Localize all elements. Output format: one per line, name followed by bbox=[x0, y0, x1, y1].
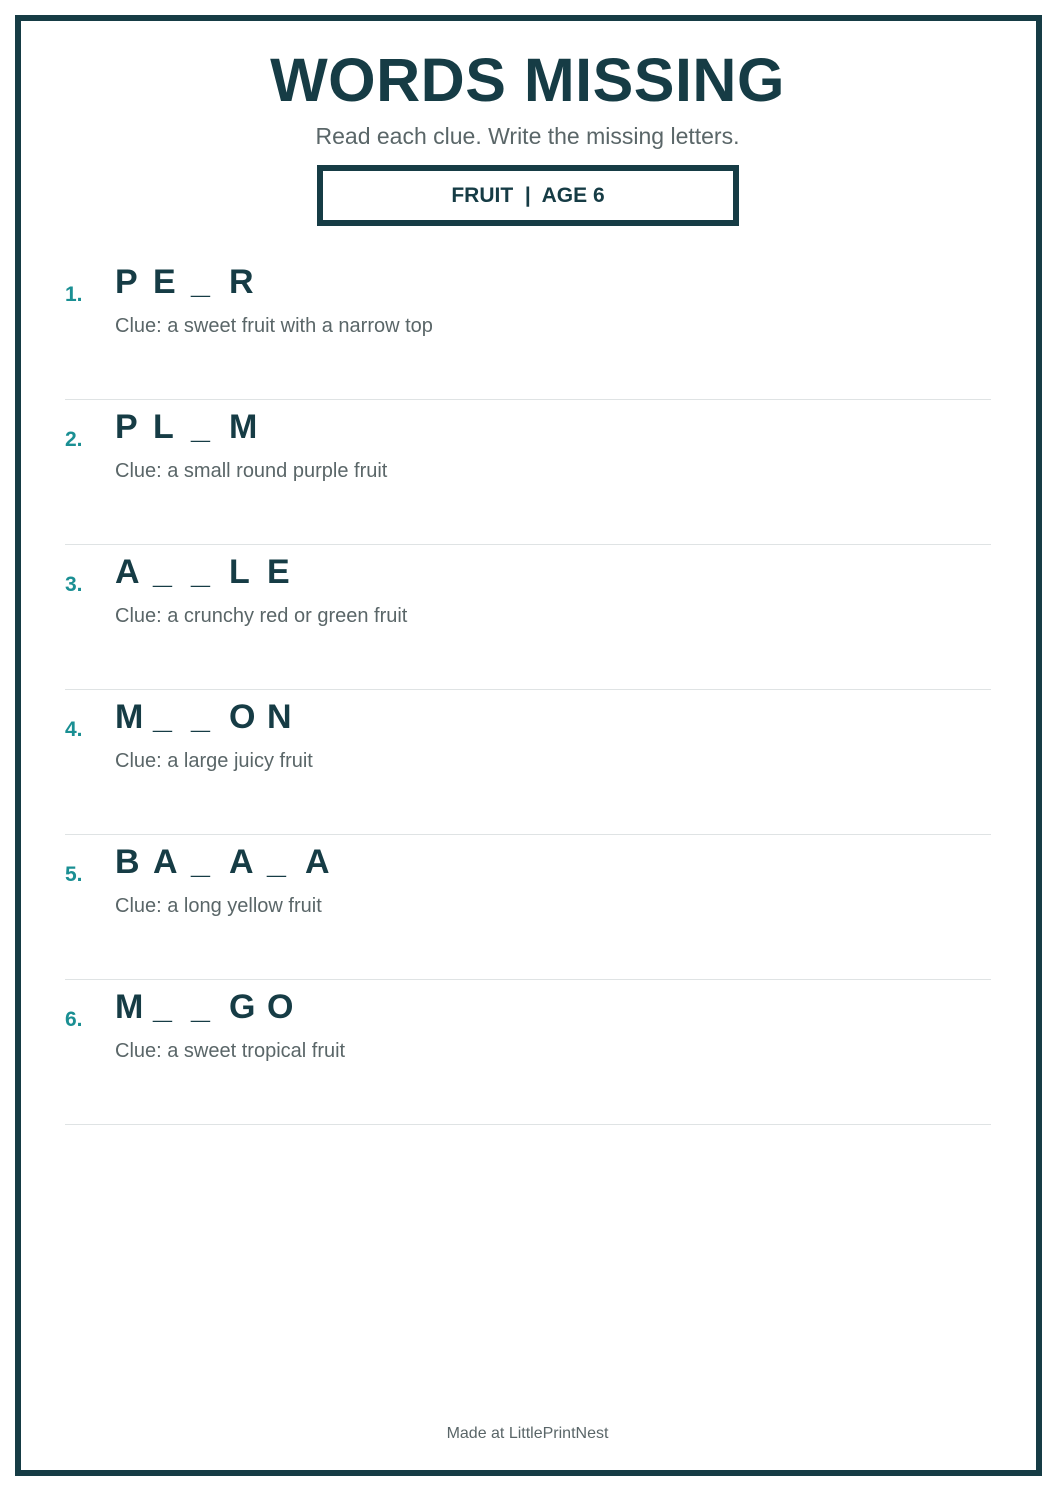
item-number: 2. bbox=[65, 428, 83, 451]
given-letter: A bbox=[305, 843, 330, 881]
clue-text: Clue: a crunchy red or green fruit bbox=[115, 605, 408, 627]
exercise-item bbox=[65, 400, 991, 545]
topic-badge: FRUIT | AGE 6 bbox=[317, 165, 739, 226]
given-letter: O bbox=[267, 988, 294, 1026]
exercise-item bbox=[65, 690, 991, 835]
clue-text: Clue: a large juicy fruit bbox=[115, 750, 313, 772]
given-letter: L bbox=[153, 408, 174, 446]
blank-letter[interactable]: _ bbox=[153, 698, 172, 736]
clue-text: Clue: a sweet fruit with a narrow top bbox=[115, 315, 433, 337]
blank-letter[interactable]: _ bbox=[153, 553, 172, 591]
exercise-item bbox=[65, 545, 991, 690]
given-letter: O bbox=[229, 698, 256, 736]
given-letter: A bbox=[153, 843, 178, 881]
blank-letter[interactable]: _ bbox=[191, 263, 210, 301]
page-subtitle: Read each clue. Write the missing letters. bbox=[315, 123, 740, 149]
given-letter: N bbox=[267, 698, 292, 736]
blank-letter[interactable]: _ bbox=[153, 988, 172, 1026]
given-letter: M bbox=[115, 698, 144, 736]
item-number: 3. bbox=[65, 573, 83, 596]
exercise-item bbox=[65, 835, 991, 980]
given-letter: G bbox=[229, 988, 256, 1026]
blank-letter[interactable]: _ bbox=[191, 698, 210, 736]
page-title: WORDS MISSING bbox=[270, 46, 785, 114]
given-letter: M bbox=[115, 988, 144, 1026]
exercise-item bbox=[65, 980, 991, 1125]
given-letter: A bbox=[229, 843, 254, 881]
word-puzzle bbox=[115, 261, 267, 303]
blank-letter[interactable]: _ bbox=[191, 843, 210, 881]
blank-letter[interactable]: _ bbox=[191, 988, 210, 1026]
item-number: 5. bbox=[65, 863, 83, 886]
word-puzzle bbox=[115, 986, 305, 1028]
word-puzzle bbox=[115, 406, 267, 448]
clue-text: Clue: a small round purple fruit bbox=[115, 460, 388, 482]
exercise-item bbox=[65, 255, 991, 400]
given-letter: P bbox=[115, 408, 138, 446]
given-letter: A bbox=[115, 553, 140, 591]
given-letter: P bbox=[115, 263, 138, 301]
item-number: 6. bbox=[65, 1008, 83, 1031]
item-number: 1. bbox=[65, 283, 83, 306]
word-puzzle bbox=[115, 551, 305, 593]
clue-text: Clue: a sweet tropical fruit bbox=[115, 1040, 346, 1062]
word-puzzle bbox=[115, 696, 305, 738]
blank-letter[interactable]: _ bbox=[191, 408, 210, 446]
given-letter: B bbox=[115, 843, 140, 881]
given-letter: E bbox=[267, 553, 290, 591]
item-number: 4. bbox=[65, 718, 83, 741]
footer-credit: Made at LittlePrintNest bbox=[446, 1425, 609, 1442]
given-letter: R bbox=[229, 263, 254, 301]
word-puzzle bbox=[115, 841, 343, 883]
given-letter: M bbox=[229, 408, 258, 446]
blank-letter[interactable]: _ bbox=[267, 843, 286, 881]
blank-letter[interactable]: _ bbox=[191, 553, 210, 591]
given-letter: L bbox=[229, 553, 250, 591]
clue-text: Clue: a long yellow fruit bbox=[115, 895, 322, 917]
given-letter: E bbox=[153, 263, 176, 301]
